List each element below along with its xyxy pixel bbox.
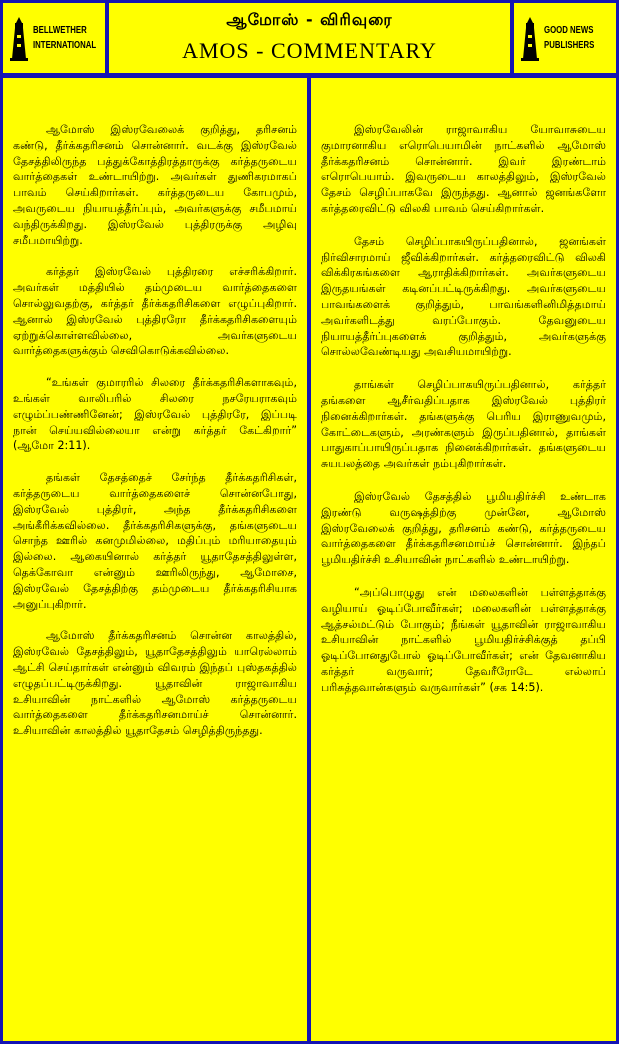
- logo-right-line1: GOOD NEWS: [544, 25, 594, 36]
- title-banner: [109, 3, 510, 73]
- paragraph: “உங்கள் குமாரரில் சிலரை தீர்க்கதரிசிகளாகவும், உங்கள் வாலிபரில் சிலரை நசரேயராகவும் எழும்ப்பண்ணினேன்; இஸ்ரவேல் புத்திரரே, இப்படி நான் செய்யவில்லையா என்று கர்த்தர் கேட்கிறார்” (ஆமோ 2:11).: [13, 376, 297, 453]
- paragraph: தாங்கள் செழிப்பாகயிருப்பதினால், கர்த்தர் தங்களை ஆசீர்வதிப்பதாக இஸ்ரவேல் புத்திரர் நினைக்கிறார்கள். தங்களுக்கு பெரிய இராணுவமும், கோட்டைகளும், அரண்களும் இருப்பதினால், தாங்கள் பாதுகாப்பாயிருப்பதாக நினைக்கிறார்கள். தங்களுடைய சுயபலத்தை அவர்கள் நம்புகிறார்கள்.: [321, 378, 606, 471]
- page-title-tamil: ஆமோஸ் - விரிவுரை: [226, 10, 393, 29]
- logo-right-line2: PUBLISHERS: [544, 40, 595, 51]
- publisher-logo-left: [3, 3, 105, 73]
- lighthouse-icon: [9, 17, 29, 61]
- right-column-text: [321, 122, 606, 713]
- logo-left-line1: BELLWETHER: [33, 25, 87, 36]
- right-column: [311, 78, 616, 1041]
- bellwether-logo: [9, 15, 99, 63]
- lighthouse-icon: [520, 17, 540, 61]
- paragraph: ஆமோஸ் இஸ்ரவேலைக் குறித்து, தரிசனம் கண்டு, தீர்க்கதரிசனம் சொன்னார். வடக்கு இஸ்ரவேல் தேசத்திலிருந்த பத்துக்கோத்திரத்தாருக்கு கர்த்தருடைய வார்த்தைகள் உண்டாயிற்று. அவர்கள் துணிகரமாகப் பாவம் செய்கிறார்கள். கர்த்தருடைய கோபமும், அவருடைய நியாயத்தீர்ப்பும், அவர்களுக்கு சமீபமாய் வந்திருக்கிறது. இஸ்ரவேல் புத்திரருக்கு அழிவு சமீபமாயிற்று.: [13, 123, 297, 247]
- paragraph: கர்த்தர் இஸ்ரவேல் புத்திரரை எச்சரிக்கிறார். அவர்கள் மத்தியில் தம்முடைய வார்த்தைகளை சொல்லுவதற்கு, கர்த்தர் தீர்க்கதரிசிகளை எழுப்புகிறார். ஆனால் இஸ்ரவேல் புத்திரரோ தீர்க்கதரிசிகளையும் ஏற்றுக்கொள்ளவில்லை, அவர்களுடைய வார்த்தைகளுக்கும் செவிகொடுக்கவில்லை.: [13, 265, 297, 358]
- page-title-english: AMOS - COMMENTARY: [182, 38, 437, 63]
- good-news-logo: [520, 15, 610, 63]
- left-column: [3, 78, 307, 1041]
- paragraph: இஸ்ரவேல் தேசத்தில் பூமியதிர்ச்சி உண்டாக இரண்டு வருஷத்திற்கு முன்னே, ஆமோஸ் இஸ்ரவேலைக் குறித்து, தரிசனம் கண்டு, கர்த்தருடைய வார்த்தைகளை தீர்க்கதரிசனமாய்ச் சொன்னார். இந்தப் பூமியதிர்ச்சி உசியாவின் நாட்களில் உண்டாயிற்று.: [321, 489, 606, 567]
- paragraph: தங்கள் தேசத்தைச் சேர்ந்த தீர்க்கதரிசிகள், கர்த்தருடைய வார்த்தைகளைச் சொன்னபோது, இஸ்ரவேல் புத்திரர், அந்த தீர்க்கதரிசிகளை அங்கீரிக்கவில்லை. தீர்க்கதரிசிகளுக்கு, தங்களுடைய சொந்த ஊரில் கனமுமில்லை, மதிப்பும் மரியாதையும் இல்லை. ஆகையினால் கர்த்தர் யூதாதேசத்திலுள்ள, தெக்கோவா என்னும் ஊரிலிருந்து, ஆமோசை, இஸ்ரவேல் தேசத்திற்கு தம்முடைய தீர்க்கதரிசியாக அனுப்புகிறார்.: [13, 471, 297, 611]
- paragraph: இஸ்ரவேலின் ராஜாவாகிய யோவாசுடைய குமாரனாகிய எரொபெயாமின் நாட்களில் ஆமோஸ் தீர்க்கதரிசனம் சொன்னார். இவர் இரண்டாம் எரொபெயாம். இவருடைய காலத்திலும், இஸ்ரவேல் தேசம் செழிப்பாகவே இருந்தது. ஆனால் ஜனங்களோ கர்த்தரைவிட்டு விலகி பாவம் செய்கிறார்கள்.: [321, 123, 606, 215]
- left-column-text: [13, 122, 297, 755]
- paragraph: “அப்பொழுது என் மலைகளின் பள்ளத்தாக்கு வழியாய் ஓடிப்போவீர்கள்; மலைகளின் பள்ளத்தாக்கு ஆத்சல்மட்டும் போகும்; நீங்கள் யூதாவின் ராஜாவாகிய உசியாவின் நாட்களில் பூமியதிர்ச்சிக்குத் தப்பி ஓடிப்போனதுபோல் ஓடிப்போவீர்கள்; என் தேவனாகிய கர்த்தர் வருவார்; தேவரீரோடே எல்லாப் பரிசுத்தவான்களும் வருவார்கள்” (சக 14:5).: [321, 585, 606, 694]
- paragraph: ஆமோஸ் தீர்க்கதரிசனம் சொன்ன காலத்தில், இஸ்ரவேல் தேசத்திலும், யூதாதேசத்திலும் யாரெல்லாம் ஆட்சி செய்தார்கள் என்னும் விவரம் இந்தப் புஸ்தகத்தில் எழுதப்பட்டிருக்கிறது. யூதாவின் ராஜாவாகிய உசியாவின் நாட்களில் ஆமோஸ் கர்த்தருடைய வார்த்தைகளை தீர்க்கதரிசனமாய்ச் சொன்னார். உசியாவின் காலத்தில் யூதாதேசம் செழித்திருந்தது.: [13, 629, 297, 738]
- logo-left-line2: INTERNATIONAL: [33, 40, 97, 51]
- paragraph: தேசம் செழிப்பாகயிருப்பதினால், ஜனங்கள் நிர்விசாரமாய் ஜீவிக்கிறார்கள். கர்த்தரைவிட்டு விலகி விக்கிரகங்களை ஆராதிக்கிறார்கள். அவர்களுடைய இருதயங்கள் கடினப்பட்டிருக்கிறது. அவர்களுடைய பாவங்களைக் குறித்தும், பாவங்களினிமித்தமாய் அவர்களிடத்து வரப்போகும். தேவனுடைய நியாயத்தீர்ப்புகளைக் குறித்தும், அவர்களுக்கு சொல்லவேண்டியது அவசியமாயிற்று.: [321, 234, 606, 359]
- publisher-logo-right: [514, 3, 616, 73]
